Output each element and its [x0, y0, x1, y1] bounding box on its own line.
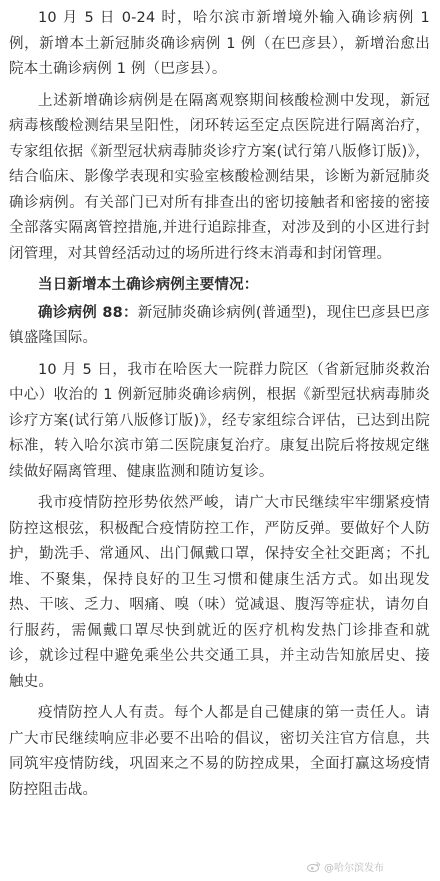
weibo-logo-icon: [307, 861, 321, 872]
paragraph-case-detection: 上述新增确诊病例是在隔离观察期间核酸检测中发现，新冠病毒核酸检测结果呈阳性，闭环转运至定点医院进行隔离治疗，专家组依据《新型冠状病毒肺炎诊疗方案(试行第八版修订版)》，结合临床、影像学表现和实验室核酸检测结果，诊断为新冠肺炎确诊病例。有关部门已对所有排查出的密切接触者和密接的密接全部落实隔离管控措施,并进行追踪排查，对涉及到的小区进行封闭管理，对其曾经活动过的场所进行终末消毒和封闭管理。: [9, 92, 430, 262]
paragraph-case-summary: 10 月 5 日 0-24 时，哈尔滨市新增境外输入确诊病例 1 例，新增本土新冠肺炎确诊病例 1 例（在巴彦县），新增治愈出院本土确诊病例 1 例（巴彦县）。: [9, 10, 430, 77]
paragraph-case-88: [9, 301, 430, 352]
paragraph-discharge: 10 月 5 日，我市在哈医大一院群力院区（省新冠肺炎救治中心）收治的 1 例新冠肺炎确诊病例，根据《新型冠状病毒肺炎诊疗方案(试行第八版修订版)》，经专家组综合评估，已达到出院标准，转入哈尔滨市第二医院康复治疗。康复出院后将按规定继续做好隔离管理、健康监测和随访复诊。: [9, 361, 430, 480]
section-heading: 当日新增本土确诊病例主要情况：: [38, 277, 259, 293]
watermark-text: @哈尔滨发布: [324, 863, 384, 874]
paragraph-prevention-advice: 我市疫情防控形势依然严峻，请广大市民继续牢牢绷紧疫情防控这根弦，积极配合疫情防控工作，严防反弹。要做好个人防护，勤洗手、常通风、出门佩戴口罩，保持安全社交距离；不扎堆、不聚集，保持良好的卫生习惯和健康生活方式。如出现发热、干咳、乏力、咽痛、嗅（味）觉减退、腹泻等症状，请勿自行服药，需佩戴口罩尽快到就近的医疗机构发热门诊排查和就诊，就诊过程中避免乘坐公共交通工具，并主动告知旅居史、接触史。: [9, 495, 430, 690]
watermark: [307, 859, 384, 874]
paragraph-closing-appeal: 疫情防控人人有责。每个人都是自己健康的第一责任人。请广大市民继续响应非必要不出哈的倡议，密切关注官方信息，共同筑牢疫情防线，巩固来之不易的防控成果，全面打赢这场疫情防控阻击战。: [9, 705, 430, 798]
case-text: 新冠肺炎确诊病例(普通型)，现住巴彦县巴彦镇盛隆国际。: [9, 304, 431, 346]
case-label: 确诊病例 88：: [38, 304, 138, 321]
